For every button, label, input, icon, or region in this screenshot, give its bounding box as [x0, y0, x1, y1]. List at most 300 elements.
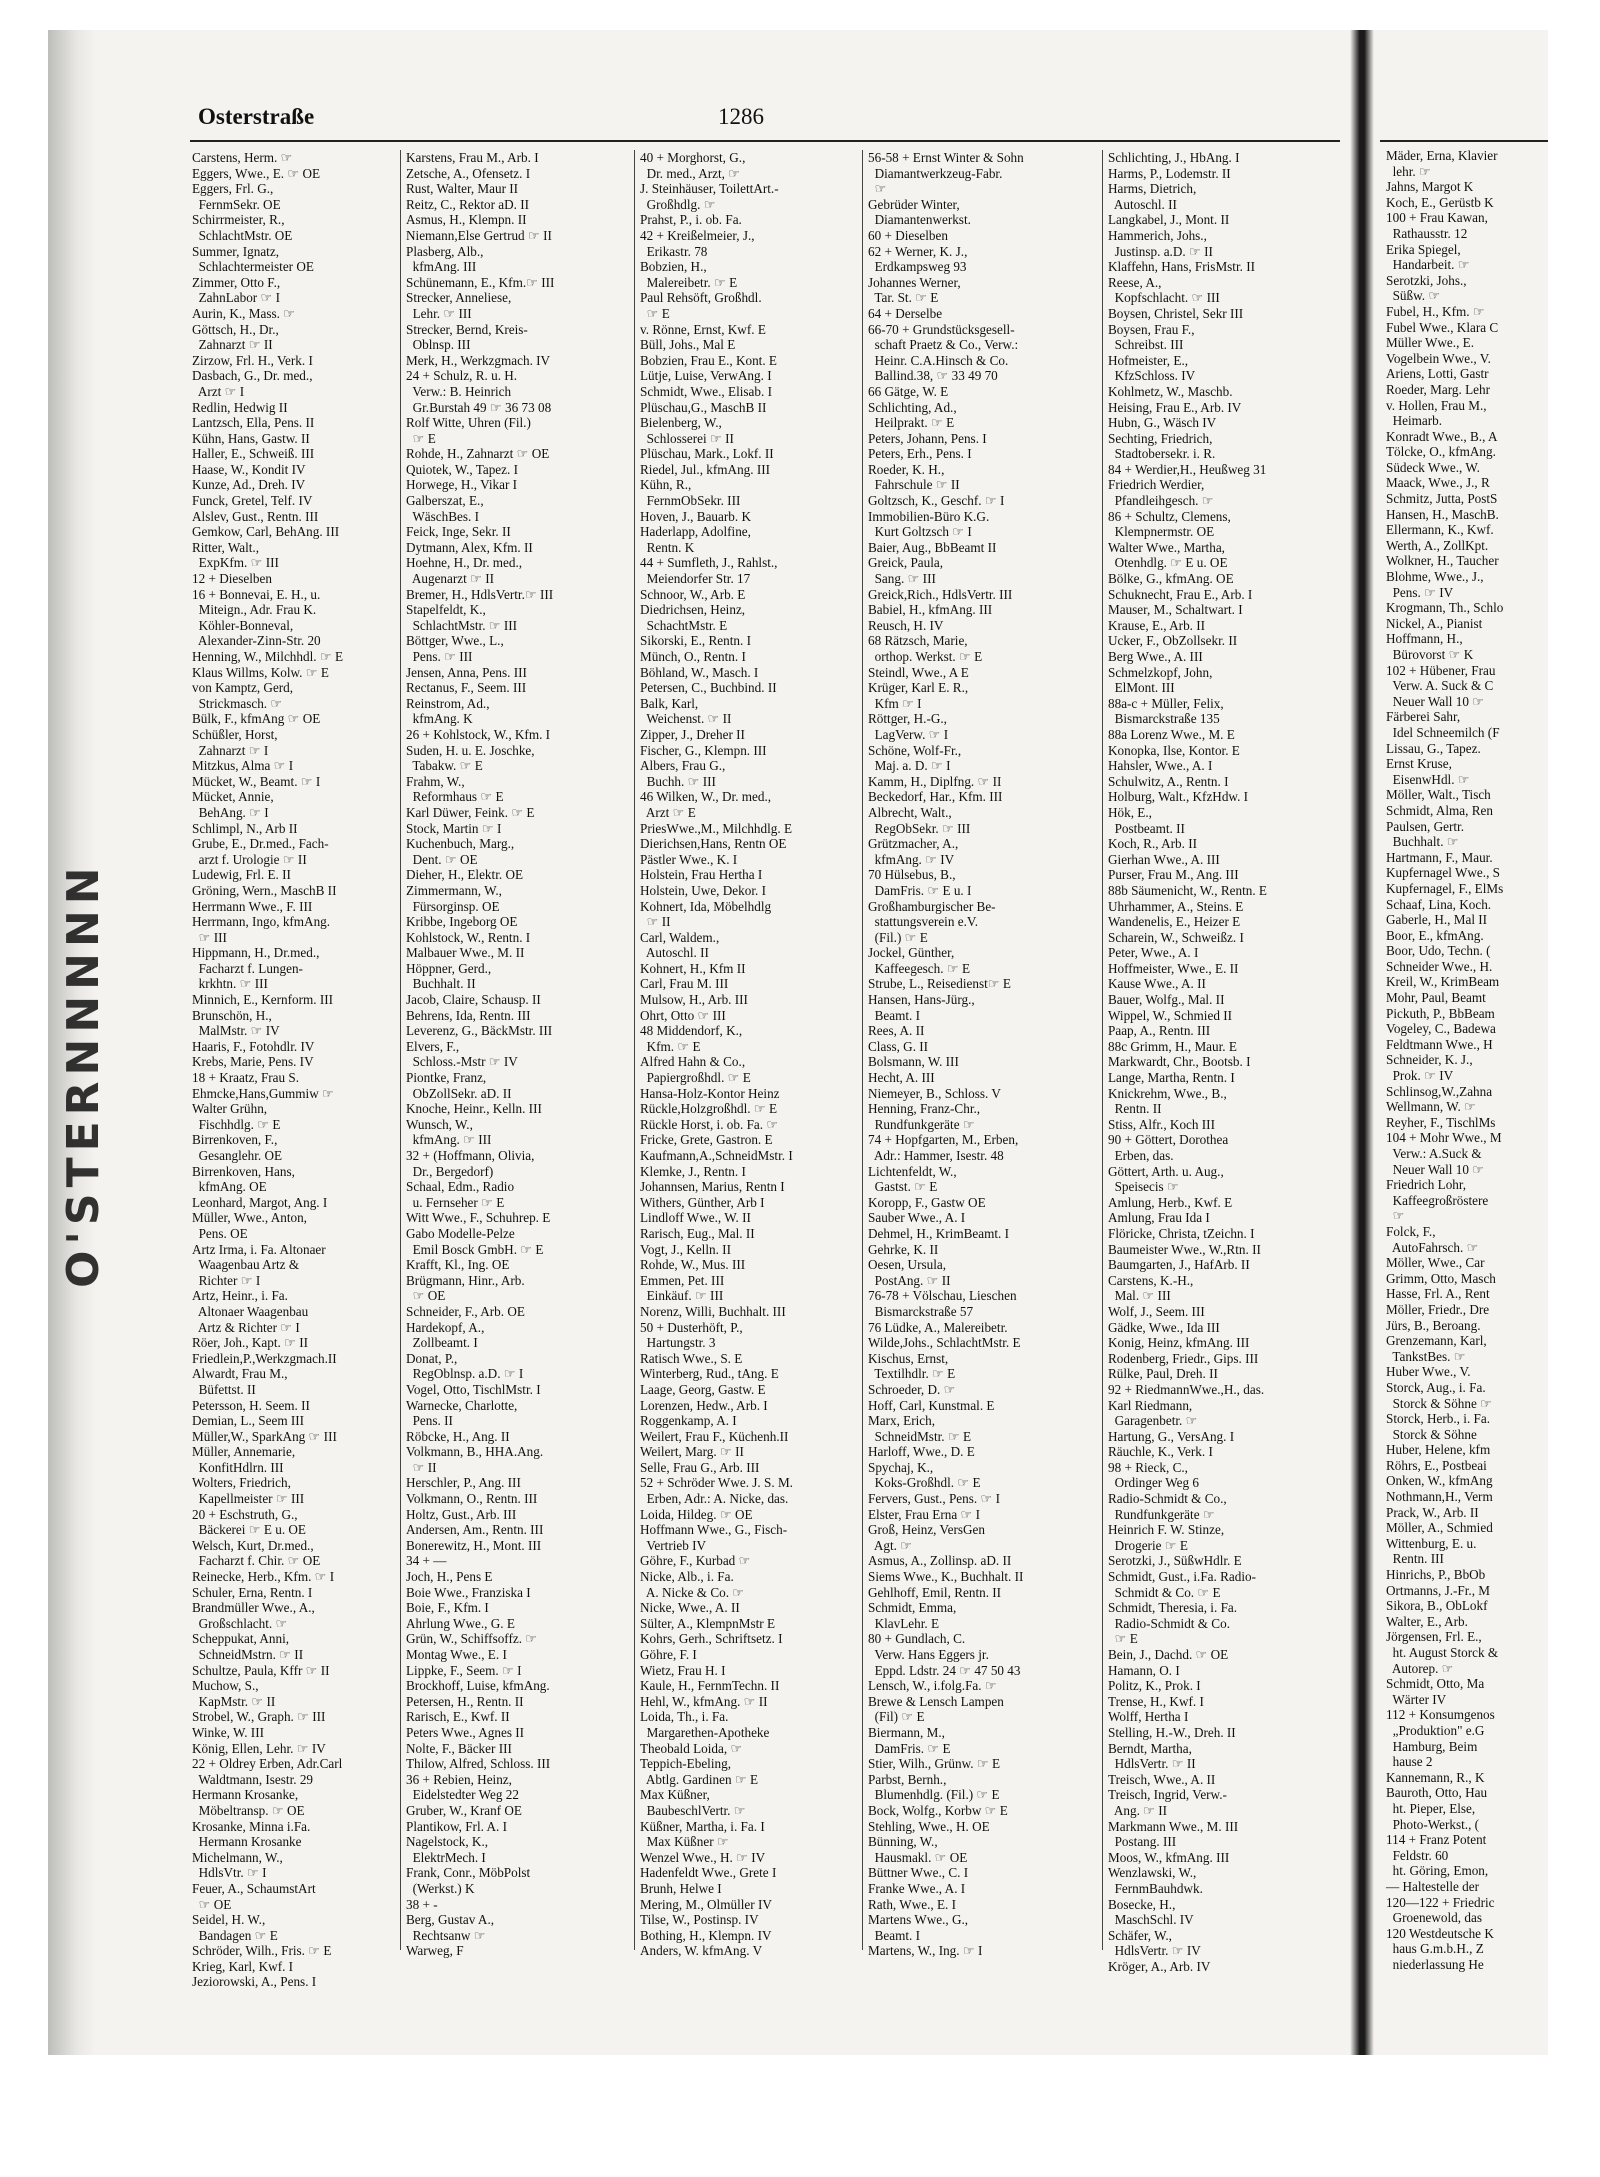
- directory-entry: Gastst. ☞ E: [868, 1179, 938, 1195]
- directory-entry: Asmus, H., Klempn. II: [406, 212, 527, 228]
- directory-entry: Max Küßner,: [640, 1787, 710, 1803]
- directory-entry: Bäckerei ☞ E u. OE: [192, 1522, 306, 1538]
- directory-entry: Autoschl. II: [640, 945, 709, 961]
- directory-entry: Selle, Frau G., Arb. III: [640, 1459, 760, 1475]
- directory-entry: Wolkner, H., Taucher: [1386, 553, 1499, 569]
- directory-entry: 88b Säumenicht, W., Rentn. E: [1108, 882, 1267, 898]
- directory-entry: Krebs, Marie, Pens. IV: [192, 1054, 314, 1070]
- directory-entry: Pens. ☞ III: [406, 649, 473, 664]
- directory-entry: Kurt Goltzsch ☞ I: [868, 524, 972, 540]
- directory-entry: Paap, A., Rentn. III: [1108, 1023, 1211, 1039]
- directory-entry: Sechting, Friedrich,: [1108, 430, 1213, 446]
- directory-entry: Verw. A. Suck & C: [1386, 678, 1494, 694]
- directory-entry: Jahns, Margot K: [1386, 179, 1474, 195]
- directory-entry: Volkmann, O., Rentn. III: [406, 1491, 538, 1507]
- directory-entry: Hoffmeister, Wwe., E. II: [1108, 960, 1239, 976]
- directory-entry: Redlin, Hedwig II: [192, 399, 288, 415]
- directory-entry: Leverenz, G., BäckMstr. III: [406, 1023, 553, 1039]
- directory-entry: BaubeschlVertr. ☞: [640, 1802, 746, 1818]
- directory-entry: Koks-Großhdl. ☞ E: [868, 1475, 981, 1491]
- directory-entry: Strecker, Anneliese,: [406, 290, 512, 306]
- directory-entry: Warnecke, Charlotte,: [406, 1397, 518, 1413]
- directory-entry: Schneider, K. J.,: [1386, 1052, 1473, 1068]
- directory-entry: Berg Wwe., A. III: [1108, 649, 1203, 664]
- directory-entry: Rust, Walter, Maur II: [406, 181, 519, 197]
- directory-entry: Krafft, Kl., Ing. OE: [406, 1257, 510, 1273]
- directory-entry: Carl, Waldem.,: [640, 929, 720, 945]
- directory-entry: Dr., Bergedorf): [406, 1163, 494, 1179]
- directory-entry: Carstens, Herm. ☞: [192, 150, 293, 165]
- directory-entry: 76-78 + Völschau, Lieschen: [868, 1288, 1017, 1304]
- directory-entry: niederlassung He: [1386, 1956, 1484, 1972]
- directory-entry: Nolte, F., Bäcker III: [406, 1740, 512, 1756]
- directory-entry: Bobzien, Frau E., Kont. E: [640, 352, 777, 368]
- directory-entry: Walter Grühn,: [192, 1101, 268, 1117]
- directory-entry: Handarbeit. ☞: [1386, 257, 1470, 273]
- directory-entry: 102 + Hübener, Frau: [1386, 662, 1496, 678]
- directory-entry: Rarisch, E., Kwf. II: [406, 1709, 510, 1725]
- directory-entry: EisenwHdl. ☞: [1386, 771, 1470, 787]
- directory-entry: Reyher, F., TischlMs: [1386, 1114, 1496, 1130]
- directory-entry: Ortmanns, J.-Fr., M: [1386, 1582, 1491, 1598]
- directory-entry: 42 + Kreißelmeier, J.,: [640, 227, 755, 243]
- directory-entry: Uhrhammer, A., Steins. E: [1108, 898, 1244, 914]
- column-1: [192, 150, 412, 1990]
- directory-entry: Schmidt, Alma, Ren: [1386, 802, 1493, 818]
- directory-entry: Jeziorowski, A., Pens. I: [192, 1974, 317, 1990]
- directory-entry: Schirrmeister, R.,: [192, 212, 285, 228]
- directory-entry: Schöne, Wolf-Fr.,: [868, 742, 962, 758]
- directory-entry: 84 + Werdier,H., Heußweg 31: [1108, 461, 1267, 477]
- directory-entry: Gebrüder Winter,: [868, 196, 960, 212]
- directory-entry: Amlung, Herb., Kwf. E: [1108, 1194, 1233, 1210]
- directory-entry: 98 + Rieck, C.,: [1108, 1459, 1188, 1475]
- directory-entry: Hermann Krosanke: [192, 1834, 302, 1850]
- directory-entry: Schlichting, J., HbAng. I: [1108, 150, 1240, 165]
- directory-entry: Müller, Annemarie,: [192, 1444, 296, 1460]
- directory-entry: ☞ E: [406, 430, 436, 446]
- column-divider: [634, 150, 635, 1950]
- directory-entry: Minnich, E., Kernform. III: [192, 992, 333, 1008]
- directory-entry: Postbeamt. II: [1108, 820, 1185, 836]
- directory-entry: Schlimpl, N., Arb II: [192, 820, 298, 836]
- directory-entry: Münch, O., Rentn. I: [640, 649, 746, 664]
- directory-entry: Rees, A. II: [868, 1023, 925, 1039]
- directory-entry: Zahnarzt ☞ I: [192, 742, 269, 758]
- directory-entry: Zimmer, Otto F.,: [192, 274, 281, 290]
- directory-entry: Postang. III: [1108, 1834, 1177, 1850]
- directory-entry: Fervers, Gust., Pens. ☞ I: [868, 1491, 1000, 1507]
- directory-entry: Walter, E., Arb.: [1386, 1613, 1468, 1629]
- directory-entry: Kfm ☞ I: [868, 695, 922, 711]
- directory-entry: Knoche, Heinr., Kelln. III: [406, 1101, 542, 1117]
- directory-entry: 66 Gätge, W. E: [868, 383, 949, 399]
- directory-entry: Pens. ☞ IV: [1386, 584, 1454, 600]
- directory-entry: Schmidt & Co. ☞ E: [1108, 1584, 1221, 1600]
- directory-entry: Göhre, F., Kurbad ☞: [640, 1553, 751, 1569]
- directory-entry: Hadenfeldt Wwe., Grete I: [640, 1865, 777, 1881]
- directory-entry: PriesWwe.,M., Milchhdlg. E: [640, 820, 793, 836]
- directory-entry: Emmen, Pet. III: [640, 1272, 725, 1288]
- directory-entry: FernmSekr. OE: [192, 196, 281, 212]
- directory-entry: Rolf Witte, Uhren (Fil.): [406, 415, 531, 431]
- directory-entry: Großschlacht. ☞: [192, 1615, 288, 1631]
- directory-entry: ☞ II: [640, 914, 671, 930]
- directory-entry: Göttsch, H., Dr.,: [192, 321, 279, 337]
- directory-entry: Storck, Herb., i. Fa.: [1386, 1411, 1491, 1427]
- directory-entry: 70 Hülsebus, B.,: [868, 867, 956, 883]
- directory-entry: Gädke, Wwe., Ida III: [1108, 1319, 1220, 1335]
- directory-entry: Artz, Heinr., i. Fa.: [192, 1288, 288, 1304]
- directory-entry: Greick, Paula,: [868, 555, 944, 571]
- directory-entry: Erikastr. 78: [640, 243, 708, 259]
- directory-entry: Drogerie ☞ E: [1108, 1537, 1188, 1553]
- directory-entry: Bünning, W.,: [868, 1834, 938, 1850]
- directory-entry: Textilhdlr. ☞ E: [868, 1366, 956, 1382]
- directory-entry: 62 + Werner, K. J.,: [868, 243, 968, 259]
- directory-entry: Scheppukat, Anni,: [192, 1631, 290, 1647]
- directory-entry: Langkabel, J., Mont. II: [1108, 212, 1230, 228]
- directory-entry: Mering, M., Olmüller IV: [640, 1896, 772, 1912]
- directory-entry: Berg, Gustav A.,: [406, 1912, 495, 1928]
- directory-entry: Eggers, Frl. G.,: [192, 181, 274, 197]
- directory-entry: Grenzemann, Karl,: [1386, 1333, 1487, 1349]
- directory-entry: haus G.m.b.H., Z: [1386, 1941, 1484, 1957]
- directory-entry: Artz & Richter ☞ I: [192, 1319, 300, 1335]
- directory-entry: Balk, Karl,: [640, 695, 699, 711]
- directory-entry: Hausmakl. ☞ OE: [868, 1849, 968, 1865]
- page-number: 1286: [718, 104, 764, 129]
- directory-entry: Boysen, Christel, Sekr III: [1108, 305, 1244, 321]
- directory-entry: Radio-Schmidt & Co.: [1108, 1615, 1230, 1631]
- directory-entry: Höppner, Gerd.,: [406, 960, 492, 976]
- directory-entry: 40 + Morghorst, G.,: [640, 150, 746, 165]
- directory-entry: Schmidt, Wwe., Elisab. I: [640, 383, 772, 399]
- directory-entry: Emil Bosck GmbH. ☞ E: [406, 1241, 544, 1257]
- directory-entry: Jensen, Anna, Pens. III: [406, 664, 527, 680]
- directory-entry: Karstens, Frau M., Arb. I: [406, 150, 539, 165]
- directory-entry: Seidel, H. W.,: [192, 1912, 266, 1928]
- directory-entry: Demian, L., Seem III: [192, 1413, 305, 1429]
- directory-entry: Quiotek, W., Tapez. I: [406, 461, 519, 477]
- directory-entry: Pfandleihgesch. ☞: [1108, 493, 1214, 509]
- directory-entry: Hasse, Frl. A., Rent: [1386, 1286, 1490, 1302]
- directory-entry: 12 + Dieselben: [192, 571, 272, 587]
- directory-entry: Bülk, F., kfmAng ☞ OE: [192, 711, 321, 727]
- directory-entry: Gehlhoff, Emil, Rentn. II: [868, 1584, 1002, 1600]
- directory-entry: Schnoor, W., Arb. E: [640, 586, 746, 602]
- directory-entry: Rohde, H., Zahnarzt ☞ OE: [406, 446, 550, 462]
- directory-entry: Peters Wwe., Agnes II: [406, 1724, 525, 1740]
- directory-entry: Wärter IV: [1386, 1691, 1447, 1707]
- directory-entry: Kischus, Ernst,: [868, 1350, 949, 1366]
- directory-entry: Harms, P., Lodemstr. II: [1108, 165, 1231, 181]
- directory-entry: ElMont. III: [1108, 680, 1175, 696]
- directory-entry: (Fil.) ☞ E: [868, 929, 928, 945]
- directory-entry: Kannemann, R., K: [1386, 1769, 1485, 1785]
- directory-entry: Karl Düwer, Feink. ☞ E: [406, 804, 535, 820]
- directory-entry: Tilse, W., Postinsp. IV: [640, 1912, 759, 1928]
- directory-entry: Heinr. C.A.Hinsch & Co.: [868, 352, 1009, 368]
- directory-entry: Prok. ☞ IV: [1386, 1068, 1454, 1084]
- directory-entry: SchneidMstr. ☞ E: [868, 1428, 972, 1444]
- directory-entry: ExpKfm. ☞ III: [192, 555, 279, 571]
- directory-entry: Schloss.-Mstr ☞ IV: [406, 1054, 518, 1070]
- directory-entry: Weichenst. ☞ II: [640, 711, 732, 727]
- directory-entry: 74 + Hopfgarten, M., Erben,: [868, 1132, 1019, 1148]
- directory-entry: Röbcke, H., Ang. II: [406, 1428, 510, 1444]
- directory-entry: 52 + Schröder Wwe. J. S. M.: [640, 1475, 793, 1491]
- directory-entry: Rechtsanw ☞: [406, 1927, 486, 1943]
- page-header: [198, 104, 1338, 144]
- directory-entry: Schlinsog,W.,Zahna: [1386, 1083, 1493, 1099]
- directory-entry: Speisecis ☞: [1108, 1179, 1179, 1195]
- directory-entry: Schlichting, Ad.,: [868, 399, 957, 415]
- directory-entry: Göttert, Arth. u. Aug.,: [1108, 1163, 1224, 1179]
- directory-entry: Reformhaus ☞ E: [406, 789, 504, 805]
- directory-entry: Brügmann, Hinr., Arb.: [406, 1272, 525, 1288]
- directory-entry: Kribbe, Ingeborg OE: [406, 914, 518, 930]
- directory-entry: Frank, Conr., MöbPolst: [406, 1865, 531, 1881]
- directory-entry: Lichtenfeldt, W.,: [868, 1163, 957, 1179]
- directory-entry: Siems Wwe., K., Buchhalt. II: [868, 1569, 1024, 1585]
- directory-entry: 56-58 + Ernst Winter & Sohn: [868, 150, 1024, 165]
- directory-entry: Schaaf, Lina, Koch.: [1386, 896, 1492, 912]
- directory-entry: Thilow, Alfred, Schloss. III: [406, 1756, 551, 1772]
- directory-entry: Johannsen, Marius, Rentn I: [640, 1179, 785, 1195]
- directory-entry: Beamt. I: [868, 1927, 921, 1943]
- directory-entry: ☞ II: [406, 1459, 437, 1475]
- directory-entry: Hammerich, Johs.,: [1108, 227, 1207, 243]
- directory-entry: Arzt ☞ I: [192, 383, 245, 399]
- directory-entry: Gaberle, H., Mal II: [1386, 912, 1488, 928]
- directory-entry: Sauber Wwe., A. I: [868, 1210, 966, 1226]
- directory-entry: Mauser, M., Schaltwart. I: [1108, 602, 1243, 618]
- directory-entry: Tabakw. ☞ E: [406, 758, 483, 774]
- directory-entry: Beamt. I: [868, 1007, 921, 1023]
- directory-entry: Laage, Georg, Gastw. E: [640, 1381, 766, 1397]
- directory-entry: Stehling, Wwe., H. OE: [868, 1818, 990, 1834]
- directory-entry: Reese, A.,: [1108, 274, 1162, 290]
- directory-entry: Harms, Dietrich,: [1108, 181, 1197, 197]
- directory-entry: Gemkow, Carl, BehAng. III: [192, 524, 340, 540]
- directory-entry: SchneidMstrn. ☞ II: [192, 1647, 304, 1662]
- directory-entry: Mücket, W., Beamt. ☞ I: [192, 773, 321, 789]
- directory-entry: Buchhalt. II: [406, 976, 476, 992]
- directory-entry: Dr. med., Arzt, ☞: [640, 165, 741, 181]
- directory-entry: Brewe & Lensch Lampen: [868, 1693, 1004, 1709]
- directory-entry: Jürs, B., Beroang.: [1386, 1317, 1481, 1333]
- directory-entry: Bauroth, Otto, Hau: [1386, 1785, 1488, 1801]
- directory-entry: 66-70 + Grundstücksgesell-: [868, 321, 1015, 337]
- directory-entry: Wolters, Friedrich,: [192, 1475, 291, 1491]
- directory-entry: Schroeder, D. ☞: [868, 1381, 956, 1397]
- directory-entry: Arzt ☞ E: [640, 804, 696, 820]
- directory-entry: Schüßler, Horst,: [192, 726, 278, 742]
- directory-entry: v. Rönne, Ernst, Kwf. E: [640, 321, 766, 337]
- directory-entry: Fischhdlg. ☞ E: [192, 1116, 281, 1132]
- directory-entry: Neuer Wall 10 ☞: [1386, 1161, 1485, 1177]
- directory-entry: 92 + RiedmannWwe.,H., das.: [1108, 1381, 1265, 1397]
- directory-entry: Mohr, Paul, Beamt: [1386, 990, 1486, 1006]
- directory-entry: Asmus, A., Zollinsp. aD. II: [868, 1553, 1012, 1569]
- directory-entry: Feick, Inge, Sekr. II: [406, 524, 511, 540]
- directory-entry: Friedrich Werdier,: [1108, 477, 1205, 493]
- directory-entry: Facharzt f. Lungen-: [192, 960, 303, 976]
- directory-entry: Schmidt, Emma,: [868, 1600, 957, 1616]
- directory-entry: KonfitHdlrn. III: [192, 1459, 284, 1475]
- directory-entry: Feldstr. 60: [1386, 1847, 1449, 1863]
- directory-entry: Rathausstr. 12: [1386, 225, 1468, 241]
- directory-entry: Räuchle, K., Verk. I: [1108, 1444, 1213, 1460]
- directory-entry: Autorep. ☞: [1386, 1660, 1454, 1676]
- directory-entry: KlavLehr. E: [868, 1615, 940, 1631]
- directory-entry: 80 + Gundlach, C.: [868, 1631, 966, 1647]
- directory-entry: Stelling, H.-W., Dreh. II: [1108, 1724, 1236, 1740]
- directory-entry: Schuknecht, Frau E., Arb. I: [1108, 586, 1253, 602]
- directory-entry: Mal. ☞ III: [1108, 1288, 1171, 1304]
- directory-entry: Diamantenwerkst.: [868, 212, 971, 228]
- directory-entry: Kühn, Hans, Gastw. II: [192, 430, 310, 446]
- directory-entry: von Kamptz, Gerd,: [192, 680, 294, 696]
- directory-entry: LagVerw. ☞ I: [868, 726, 949, 742]
- directory-entry: Färberei Sahr,: [1386, 709, 1461, 725]
- directory-entry: Mitzkus, Alma ☞ I: [192, 758, 294, 774]
- directory-entry: Krogmann, Th., Schlo: [1386, 600, 1504, 616]
- directory-entry: Carstens, K.-H.,: [1108, 1272, 1194, 1288]
- directory-entry: Winke, W. III: [192, 1724, 264, 1740]
- directory-entry: Strobel, W., Graph. ☞ III: [192, 1709, 326, 1725]
- directory-entry: Einkäuf. ☞ III: [640, 1288, 724, 1304]
- directory-entry: Büttner Wwe., C. I: [868, 1865, 969, 1881]
- directory-entry: Grimm, Otto, Masch: [1386, 1270, 1496, 1286]
- directory-entry: Kaule, H., FernmTechn. II: [640, 1678, 780, 1694]
- directory-entry: Bielenberg, W.,: [640, 415, 722, 431]
- directory-entry: Rülke, Paul, Dreh. II: [1108, 1366, 1218, 1382]
- directory-entry: Schmitz, Jutta, PostS: [1386, 491, 1498, 507]
- directory-entry: Hartung, G., VersAng. I: [1108, 1428, 1235, 1444]
- directory-entry: Stier, Wilh., Grünw. ☞ E: [868, 1756, 1001, 1772]
- directory-entry: Wenzel Wwe., H. ☞ IV: [640, 1849, 766, 1865]
- directory-entry: 24 + Schulz, R. u. H.: [406, 368, 518, 384]
- directory-entry: Ang. ☞ II: [1108, 1802, 1168, 1818]
- directory-entry: Hoffmann, H.,: [1386, 631, 1463, 647]
- directory-entry: Strube, L., Reisedienst☞ E: [868, 976, 1011, 992]
- directory-entry: Kause Wwe., A. II: [1108, 976, 1206, 992]
- directory-entry: Baumeister Wwe., W.,Rtn. II: [1108, 1241, 1261, 1257]
- directory-entry: Meiendorfer Str. 17: [640, 571, 751, 587]
- directory-entry: Huber Wwe., V.: [1386, 1364, 1471, 1380]
- directory-entry: Facharzt f. Chir. ☞ OE: [192, 1553, 321, 1569]
- directory-entry: Groenewold, das: [1386, 1910, 1482, 1926]
- directory-entry: 34 + —: [406, 1553, 447, 1569]
- directory-entry: Bein, J., Dachd. ☞ OE: [1108, 1647, 1229, 1662]
- directory-entry: „Produktion" e.G: [1386, 1722, 1485, 1738]
- directory-entry: Rentn. K: [640, 539, 695, 555]
- directory-entry: Serotzki, Johs.,: [1386, 272, 1467, 288]
- directory-entry: kfmAng. ☞ III: [406, 1132, 492, 1148]
- directory-entry: Alwardt, Frau M.,: [192, 1366, 288, 1382]
- directory-entry: Klaus Willms, Kolw. ☞ E: [192, 664, 329, 680]
- directory-entry: Schlosserei ☞ II: [640, 430, 734, 446]
- directory-entry: Krieg, Karl, Kwf. I: [192, 1958, 294, 1974]
- directory-entry: Steindl, Wwe., A E: [868, 664, 969, 680]
- directory-entry: 114 + Franz Potent: [1386, 1832, 1487, 1848]
- directory-entry: 68 Rätzsch, Marie,: [868, 633, 968, 649]
- directory-entry: Folck, F.,: [1386, 1223, 1436, 1239]
- directory-entry: Photo-Werkst., (: [1386, 1816, 1480, 1832]
- directory-entry: Bremer, H., HdlsVertr.☞ III: [406, 586, 554, 602]
- directory-entry: Max Küßner ☞: [640, 1834, 729, 1850]
- directory-entry: Dasbach, G., Dr. med.,: [192, 368, 313, 384]
- directory-entry: Hardekopf, A.,: [406, 1319, 485, 1335]
- directory-entry: Groß, Heinz, VersGen: [868, 1522, 985, 1538]
- directory-entry: Mäder, Erna, Klavier: [1386, 148, 1498, 163]
- directory-entry: Kamm, H., Diplfng. ☞ II: [868, 773, 1002, 789]
- directory-entry: Galberszat, E.,: [406, 493, 484, 509]
- directory-entry: Reinecke, Herb., Kfm. ☞ I: [192, 1569, 335, 1585]
- directory-entry: Erben, Adr.: A. Nicke, das.: [640, 1491, 789, 1507]
- directory-entry: Grube, E., Dr.med., Fach-: [192, 836, 329, 852]
- column-5: [1108, 150, 1328, 1974]
- directory-entry: Withers, Günther, Arb I: [640, 1194, 765, 1210]
- directory-entry: Möller, Wwe., Car: [1386, 1255, 1485, 1271]
- directory-entry: Grün, W., Schiffsoffz. ☞: [406, 1631, 538, 1647]
- directory-entry: ObZollSekr. aD. II: [406, 1085, 512, 1101]
- directory-entry: SchachtMstr. E: [640, 617, 728, 633]
- directory-entry: Funck, Gretel, Telf. IV: [192, 493, 313, 509]
- directory-entry: Hansen, Hans-Jürg.,: [868, 992, 975, 1008]
- directory-entry: Ariens, Lotti, Gastr: [1386, 366, 1489, 382]
- directory-entry: Sülter, A., KlempnMstr E: [640, 1615, 776, 1631]
- directory-entry: Ellermann, K., Kwf.: [1386, 522, 1494, 538]
- directory-entry: Holburg, Walt., KfzHdw. I: [1108, 789, 1249, 805]
- directory-entry: Müller,W., SparkAng ☞ III: [192, 1428, 337, 1444]
- directory-entry: Karl Riedmann,: [1108, 1397, 1193, 1413]
- directory-entry: 50 + Dusterhöft, P.,: [640, 1319, 743, 1335]
- directory-entry: Henning, W., Milchhdl. ☞ E: [192, 649, 344, 664]
- directory-entry: Roggenkamp, A. I: [640, 1413, 737, 1429]
- facing-page-column: [1386, 148, 1556, 1972]
- directory-entry: Büll, Johs., Mal E: [640, 337, 736, 353]
- directory-entry: Küßner, Martha, i. Fa. I: [640, 1818, 765, 1834]
- directory-entry: Vogelbein Wwe., V.: [1386, 350, 1491, 366]
- directory-entry: 86 + Schultz, Clemens,: [1108, 508, 1231, 524]
- directory-entry: Oesen, Ursula,: [868, 1257, 947, 1273]
- directory-entry: Böttger, Wwe., L.,: [406, 633, 504, 649]
- directory-entry: Marx, Erich,: [868, 1413, 936, 1429]
- directory-entry: Merk, H., Werkzgmach. IV: [406, 352, 551, 368]
- directory-entry: Hofmeister, E.,: [1108, 352, 1189, 368]
- directory-entry: Zahnarzt ☞ II: [192, 337, 273, 353]
- directory-entry: Roeder, K. H.,: [868, 461, 945, 477]
- column-4: [868, 150, 1088, 1959]
- directory-entry: Altonaer Waagenbau: [192, 1303, 309, 1319]
- directory-entry: Klaffehn, Hans, FrisMstr. II: [1108, 259, 1255, 275]
- directory-entry: Treisch, Wwe., A. II: [1108, 1771, 1216, 1787]
- directory-entry: Wippel, W., Schmied II: [1108, 1007, 1232, 1023]
- directory-entry: Hansa-Holz-Kontor Heinz: [640, 1085, 780, 1101]
- directory-entry: 60 + Dieselben: [868, 227, 948, 243]
- directory-entry: 44 + Sumfleth, J., Rahlst.,: [640, 555, 778, 571]
- directory-entry: SchlachtMstr. OE: [192, 227, 293, 243]
- directory-entry: Frahm, W.,: [406, 773, 465, 789]
- directory-entry: Winterberg, Rud., tAng. E: [640, 1366, 779, 1382]
- directory-entry: Herrmann Wwe., F. III: [192, 898, 313, 914]
- directory-entry: ht. Göring, Emon,: [1386, 1863, 1489, 1879]
- directory-entry: Haderlapp, Adolfine,: [640, 524, 751, 540]
- directory-entry: Idel Schneemilch (F: [1386, 724, 1500, 740]
